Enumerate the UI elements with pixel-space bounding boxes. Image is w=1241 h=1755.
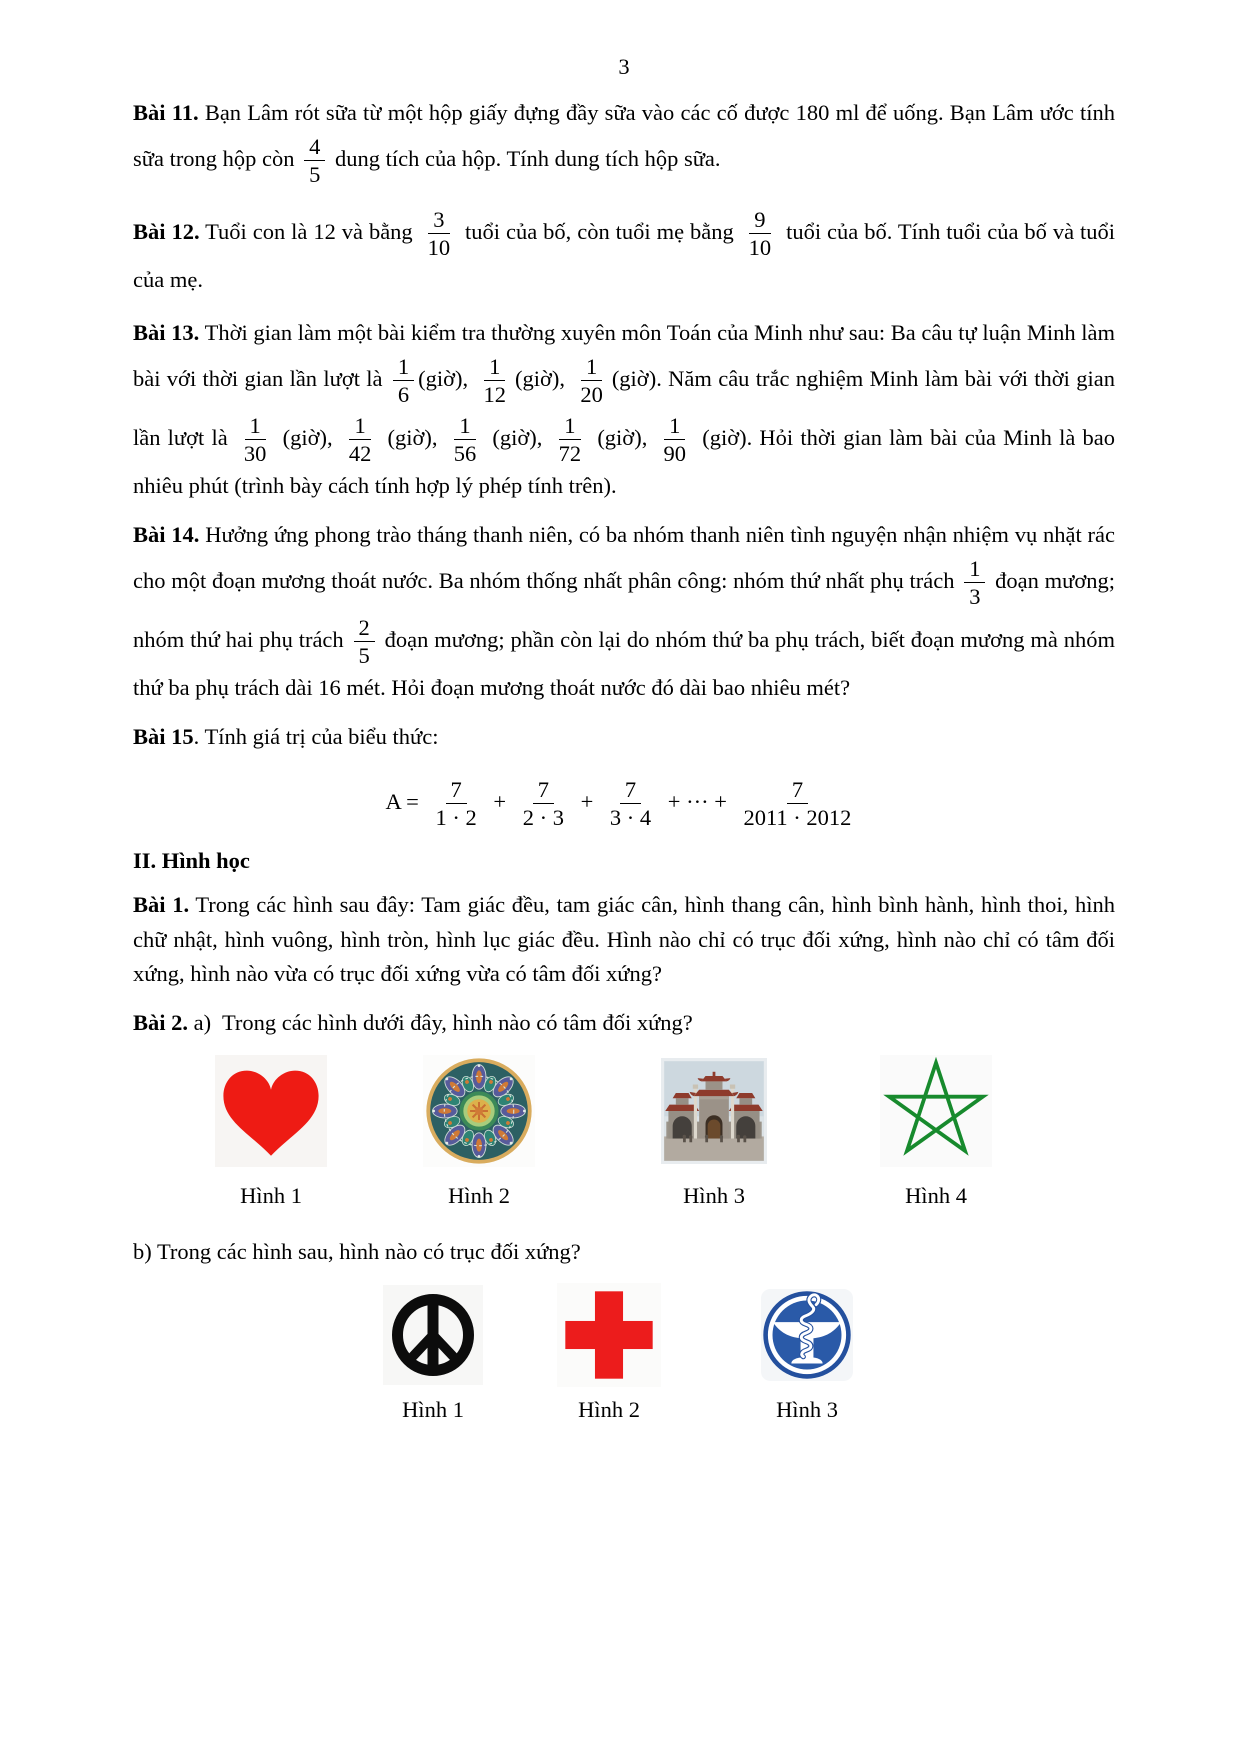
fraction: $\frac{1}{72}$ (558, 413, 582, 467)
geometry-problem-2b: b) Trong các hình sau, hình nào có trục đối xứng? (133, 1238, 581, 1264)
figure-temple-gate (661, 1055, 767, 1209)
problem-11: Bài 11. Bạn Lâm rót sữa từ một hộp giấy đựng đầy sữa vào các cố được 180 ml để uống. Bạn Lâm ước tính sữa trong hộp còn $\frac{4}{5}$ dung tích của hộp. Tính dung tích hộp sữa. (133, 100, 1115, 187)
fraction: $\frac{7}{2 \cdot 3}$ (522, 776, 564, 830)
fraction: $\frac{1}{20}$ (580, 353, 603, 407)
figure-peace-symbol (383, 1283, 483, 1423)
figure-mandala (423, 1055, 535, 1209)
pentagram-icon (875, 1055, 997, 1167)
fraction: $\frac{9}{10}$ (748, 207, 772, 261)
fraction: $\frac{4}{5}$ (304, 134, 325, 187)
fraction: $\frac{1}{56}$ (453, 413, 477, 467)
figure-caption: Hình 2 (448, 1182, 510, 1208)
fraction: $\frac{3}{10}$ (427, 207, 451, 261)
fraction: $\frac{7}{2011 \cdot 2012}$ (743, 776, 852, 830)
figure-caption: Hình 3 (683, 1182, 745, 1208)
fraction: $\frac{2}{5}$ (354, 615, 375, 668)
formula-series-sum: A = $\frac{7}{1 \cdot 2}$ + $\frac{7}{2 \cdot 3}$ + $\frac{7}{3 \cdot 4}$ + ··· + $\frac{7}{2011 \cdot 2012}$ (133, 777, 1115, 830)
figure-caption: Hình 4 (905, 1182, 967, 1208)
problem-15-intro: Bài 15. Tính giá trị của biểu thức: (133, 724, 439, 750)
temple-gate-photo (661, 1055, 767, 1167)
figure-caption: Hình 3 (776, 1397, 838, 1423)
fraction: $\frac{1}{12}$ (483, 353, 506, 407)
fraction: $\frac{7}{3 \cdot 4}$ (609, 776, 652, 830)
fraction: $\frac{1}{3}$ (964, 556, 985, 609)
figure-pentagram (875, 1055, 997, 1209)
section-heading-geometry: II. Hình học (133, 848, 250, 874)
figure-red-cross (551, 1283, 667, 1423)
pharmacy-symbol-icon (761, 1283, 853, 1387)
red-cross-icon (551, 1283, 667, 1387)
figure-row-axis-symmetry (133, 1283, 1115, 1439)
fraction: $\frac{1}{6}$ (393, 354, 414, 407)
fraction: $\frac{1}{42}$ (348, 413, 372, 467)
heart-icon (211, 1055, 331, 1167)
geometry-problem-1: Bài 1. Trong các hình sau đây: Tam giác đều, tam giác cân, hình thang cân, hình bình hành, hình thoi, hình chữ nhật, hình vuông, hình tròn, hình lục giác đều. Hình nào chỉ có trục đối xứng, hình nào chỉ có tâm đối xứng, hình nào vừa có trục đối xứng vừa có tâm đối xứng? (133, 892, 1115, 987)
fraction: $\frac{1}{90}$ (663, 413, 687, 467)
problem-13: Bài 13. Thời gian làm một bài kiểm tra thường xuyên môn Toán của Minh như sau: Ba câu tự luận Minh làm bài với thời gian lần lượt là $\frac{1}{6}$ (giờ), $\frac{1}{12}$ (giờ), $\frac{1}{20}$ (giờ). Năm câu trắc nghiệm Minh làm bài với thời gian lần lượt là $\frac{1}{30}$ (giờ), $\frac{1}{42}$ (giờ), $\frac{1}{56}$ (giờ), $\frac{1}{72}$ (giờ), $\frac{1}{90}$ (giờ). Hỏi thời gian làm bài của Minh là bao nhiêu phút (trình bày cách tính hợp lý phép tính trên). (133, 320, 1116, 499)
figure-heart (211, 1055, 331, 1209)
fraction: $\frac{1}{30}$ (243, 413, 267, 467)
figure-pharmacy-symbol (761, 1283, 853, 1423)
problem-12: Bài 12. Tuổi con là 12 và bằng $\frac{3}{10}$ tuổi của bố, còn tuổi mẹ bằng $\frac{9}{10}$ tuổi của bố. Tính tuổi của bố và tuổi của mẹ. (133, 207, 1115, 293)
figure-row-center-symmetry (133, 1055, 1115, 1233)
figure-caption: Hình 1 (402, 1397, 464, 1423)
figure-caption: Hình 2 (578, 1397, 640, 1423)
fraction: $\frac{7}{1 \cdot 2}$ (435, 776, 477, 830)
geometry-problem-2a: Bài 2. a) Trong các hình dưới đây, hình nào có tâm đối xứng? (133, 1010, 693, 1036)
peace-symbol-icon (383, 1283, 483, 1387)
mandala-icon (423, 1055, 535, 1167)
problem-14: Bài 14. Hưởng ứng phong trào tháng thanh niên, có ba nhóm thanh niên tình nguyện nhận nhiệm vụ nhặt rác cho một đoạn mương thoát nước. Ba nhóm thống nhất phân công: nhóm thứ nhất phụ trách $\frac{1}{3}$ đoạn mương; nhóm thứ hai phụ trách $\frac{2}{5}$ đoạn mương; phần còn lại do nhóm thứ ba phụ trách, biết đoạn mương mà nhóm thứ ba phụ trách dài 16 mét. Hỏi đoạn mương thoát nước đó dài bao nhiêu mét? (133, 522, 1115, 701)
figure-caption: Hình 1 (240, 1182, 302, 1208)
page-number: 3 (618, 54, 630, 79)
